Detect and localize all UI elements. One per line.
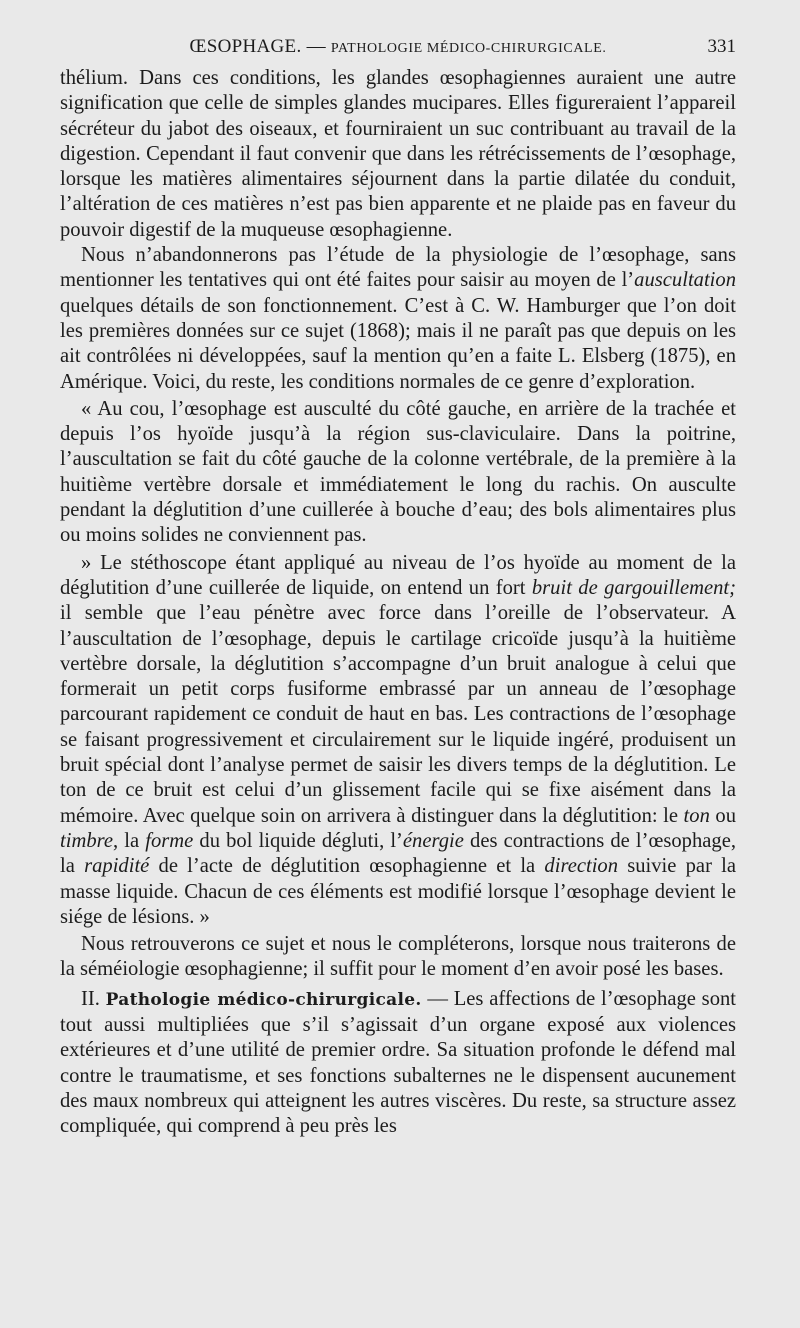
paragraph-4-emphasis-5: énergie (402, 829, 464, 852)
section-heading: Pathologie médico-chirurgicale. (105, 989, 422, 1010)
paragraph-4-emphasis-7: direction (544, 855, 619, 878)
paragraph-4-text-g: de l’acte de déglutition œsophagienne et la (149, 855, 545, 878)
paragraph-2 (60, 243, 736, 395)
paragraph-4-emphasis-2: ton (683, 804, 710, 827)
paragraph-4-text-d: , la (113, 829, 146, 852)
paragraph-4-text-b: il semble que l’eau pénètre avec force dans l’oreille de l’observateur. A l’auscultation de l’œsophage, depuis le cartilage cricoïde jusqu’à la huitième vertèbre dorsale, la déglutition s’accompagne d’un bruit analogue à celui que formerait un petit corps fusiforme embrassé par un anneau de l’œsophage parcourant rapidement ce conduit de haut en bas. Les contractions de l’œsophage se faisant progressivement et circulairement sur le liquide ingéré, produisent un bruit spécial dont l’analyse permet de saisir les divers temps de la déglutition. Le ton de ce bruit est celui d’un glissement facile qui se fixe aisément dans la mémoire. Avec quelque soin on arrivera à distinguer dans la déglutition: le (60, 602, 736, 827)
paragraph-1: thélium. Dans ces conditions, les glandes œsophagiennes auraient une autre signification que celle de simples glandes mucipares. Elles figureraient l’appareil sécréteur du jabot des oiseaux, et fourniraient un suc contribuant au travail de la digestion. Cependant il faut convenir que dans les rétrécissements de l’œsophage, lorsque les matières alimentaires séjournent dans la partie dilatée du conduit, l’altération de ces matières n’est pas bien apparente et ne plaide pas en faveur du pouvoir digestif de la muqueuse œsophagienne. (60, 67, 736, 241)
paragraph-4-emphasis-4: forme (145, 829, 194, 852)
running-title-sub: PATHOLOGIE MÉDICO-CHIRURGICALE. (330, 41, 607, 56)
running-title (60, 36, 736, 58)
running-head (60, 36, 736, 66)
paragraph-4-text-a: » Le stéthoscope étant appliqué au niveau de l’os hyoïde au moment de la déglutition d’une cuillerée de liquide, on entend un fort (60, 551, 736, 599)
paragraph-2-text-a: Nous n’abandonnerons pas l’étude de la physiologie de l’œsophage, sans mentionner les tentatives qui ont été faites pour saisir au moyen de l’ (60, 244, 736, 292)
paragraph-4-text-h: suivie par la masse liquide. Chacun de ces éléments est modifié lorsque l’œsophage devient le siége de lésions. » (60, 855, 737, 928)
paragraph-4-emphasis-6: rapidité (84, 855, 150, 878)
paragraph-5: Nous retrouverons ce sujet et nous le compléterons, lorsque nous traiterons de la séméiologie œsophagienne; il suffit pour le moment d’en avoir posé les bases. (60, 933, 736, 981)
paragraph-4-emphasis-3: timbre (60, 829, 114, 852)
section-text: — Les affections de l’œsophage sont tout aussi multipliées que s’il s’agissait d’un organe exposé aux violences extérieures et d’une utilité de premier ordre. Sa situation profonde le défend mal contre le traumatisme, et ses fonctions subalternes ne le dispensent aucunement des maux nombreux qui atteignent les autres viscères. Du reste, sa structure assez compliquée, qui comprend à peu près les (60, 987, 737, 1138)
paragraph-3-quote: « Au cou, l’œsophage est ausculté du côté gauche, en arrière de la trachée et depuis l’os hyoïde jusqu’à la région sus-claviculaire. Dans la poitrine, l’auscultation se fait du côté gauche de la colonne vertébrale, de la première à la huitième vertèbre dorsale et immédiatement le long du rachis. On ausculte pendant la déglutition d’une cuillerée à bouche d’eau; des bols alimentaires plus ou moins solides ne conviennent pas. (60, 397, 736, 547)
paragraph-4-text-e: du bol liquide dégluti, l’ (193, 829, 403, 852)
paragraph-2-text-b: quelques détails de son fonctionnement. C’est à C. W. Hamburger que l’on doit les premières données sur ce sujet (1868); mais il ne paraît pas que depuis on les ait contrôlées ni développées, sauf la mention qu’en a faite L. Elsberg (1875), en Amérique. Voici, du reste, les conditions normales de ce genre d’exploration. (60, 294, 736, 393)
running-title-separator: — (301, 36, 331, 57)
paragraph-4-text-c: ou (709, 804, 736, 827)
body-text (60, 66, 736, 1139)
page-number: 331 (707, 36, 736, 57)
paragraph-2-emphasis: auscultation (634, 269, 736, 292)
section-number: II. (81, 987, 106, 1010)
paragraph-6-section (60, 987, 736, 1140)
paragraph-4-emphasis-1: bruit de gargouillement; (531, 576, 736, 599)
paragraph-4-quote (60, 551, 736, 930)
paragraph-4-text-f: des contractions de l’œsophage, la (60, 829, 736, 878)
running-title-main: ŒSOPHAGE. (189, 36, 302, 57)
